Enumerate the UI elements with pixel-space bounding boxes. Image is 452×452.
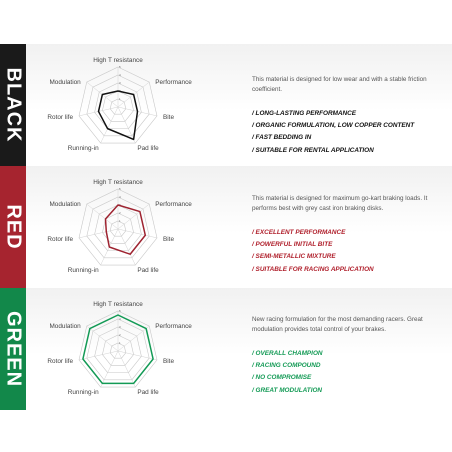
tick-label: 5 bbox=[119, 65, 121, 69]
tick-label: 3 bbox=[119, 325, 121, 329]
grid-spoke bbox=[118, 107, 135, 143]
feature-item: / EXCELLENT PERFORMANCE bbox=[252, 229, 346, 236]
axis-label: Modulation bbox=[49, 323, 81, 331]
axis-label: Running-in bbox=[67, 145, 99, 153]
tick-label: 2 bbox=[119, 211, 121, 215]
axis-label: High T resistance bbox=[93, 57, 143, 64]
axis-label: Modulation bbox=[49, 201, 81, 209]
tick-label: 5 bbox=[119, 187, 121, 191]
feature-list bbox=[252, 348, 442, 397]
feature-item: / NO COMPROMISE bbox=[252, 374, 312, 382]
feature-item: / GREAT MODULATION bbox=[252, 386, 323, 394]
tick-label: 4 bbox=[119, 73, 121, 77]
axis-label: Bite bbox=[162, 357, 175, 365]
panel-black bbox=[0, 44, 452, 166]
feature-list bbox=[252, 227, 442, 276]
tick-label: 4 bbox=[119, 195, 121, 199]
band-red bbox=[0, 166, 26, 288]
tick-label: 4 bbox=[119, 317, 121, 321]
feature-item: / SUITABLE FOR RENTAL APPLICATION bbox=[252, 146, 374, 154]
tick-label: 1 bbox=[119, 97, 121, 101]
band-label: BLACK bbox=[2, 67, 25, 143]
panel-green bbox=[0, 288, 452, 410]
axis-label: Pad life bbox=[137, 389, 159, 397]
axis-label: Performance bbox=[155, 323, 192, 331]
axis-label: Performance bbox=[155, 201, 192, 209]
grid-spoke bbox=[118, 229, 135, 265]
tick-label: 5 bbox=[119, 309, 121, 313]
axis-label: Rotor life bbox=[47, 235, 74, 243]
feature-item: / OVERALL CHAMPION bbox=[252, 350, 323, 357]
axis-label: Running-in bbox=[67, 389, 99, 397]
description: This material is designed for maximum go-kart braking loads. It performs best with grey cast iron braking disks. bbox=[252, 195, 428, 212]
axis-label: Bite bbox=[162, 235, 175, 243]
feature-item: / SEMI-METALLIC MIXTURE bbox=[252, 253, 336, 261]
band-green bbox=[0, 288, 26, 410]
grid-spoke bbox=[101, 107, 118, 143]
axis-label: Performance bbox=[155, 79, 192, 87]
grid-spoke bbox=[101, 351, 118, 387]
axis-label: Pad life bbox=[137, 145, 159, 153]
feature-item: / LONG-LASTING PERFORMANCE bbox=[252, 110, 357, 117]
tick-label: 3 bbox=[119, 203, 121, 207]
tick-label: 2 bbox=[119, 89, 121, 93]
radar-chart-black bbox=[40, 44, 230, 166]
band-label: GREEN bbox=[2, 310, 25, 388]
band-label: RED bbox=[2, 204, 25, 250]
panel-red bbox=[0, 166, 452, 288]
tick-label: 3 bbox=[119, 81, 121, 85]
description: This material is designed for low wear and with a stable friction coefficient. bbox=[252, 76, 427, 93]
axis-label: Modulation bbox=[49, 79, 81, 87]
tick-label: 2 bbox=[119, 333, 121, 337]
axis-label: High T resistance bbox=[93, 179, 143, 186]
text-block-green bbox=[252, 315, 442, 397]
feature-item: / RACING COMPOUND bbox=[252, 362, 321, 370]
feature-item: / FAST BEDDING IN bbox=[252, 134, 312, 142]
grid-spoke bbox=[118, 351, 135, 387]
feature-list bbox=[252, 108, 442, 157]
axis-label: Rotor life bbox=[47, 113, 74, 121]
axis-label: Rotor life bbox=[47, 357, 74, 365]
axis-label: Running-in bbox=[67, 267, 99, 275]
feature-item: / POWERFUL INITIAL BITE bbox=[252, 241, 333, 249]
feature-item: / ORGANIC FORMULATION, LOW COPPER CONTENT bbox=[252, 122, 415, 130]
description: New racing formulation for the most demanding racers. Great modulation provides total control of your brakes. bbox=[252, 316, 423, 333]
axis-label: Bite bbox=[162, 113, 175, 121]
tick-label: 1 bbox=[119, 219, 121, 223]
text-block-red bbox=[252, 194, 442, 276]
text-block-black bbox=[252, 75, 442, 157]
axis-label: Pad life bbox=[137, 267, 159, 275]
axis-label: High T resistance bbox=[93, 301, 143, 308]
tick-label: 1 bbox=[119, 341, 121, 345]
feature-item: / SUITABLE FOR RACING APPLICATION bbox=[252, 265, 374, 273]
radar-chart-red bbox=[40, 166, 230, 288]
radar-chart-green bbox=[40, 288, 230, 410]
band-black bbox=[0, 44, 26, 166]
